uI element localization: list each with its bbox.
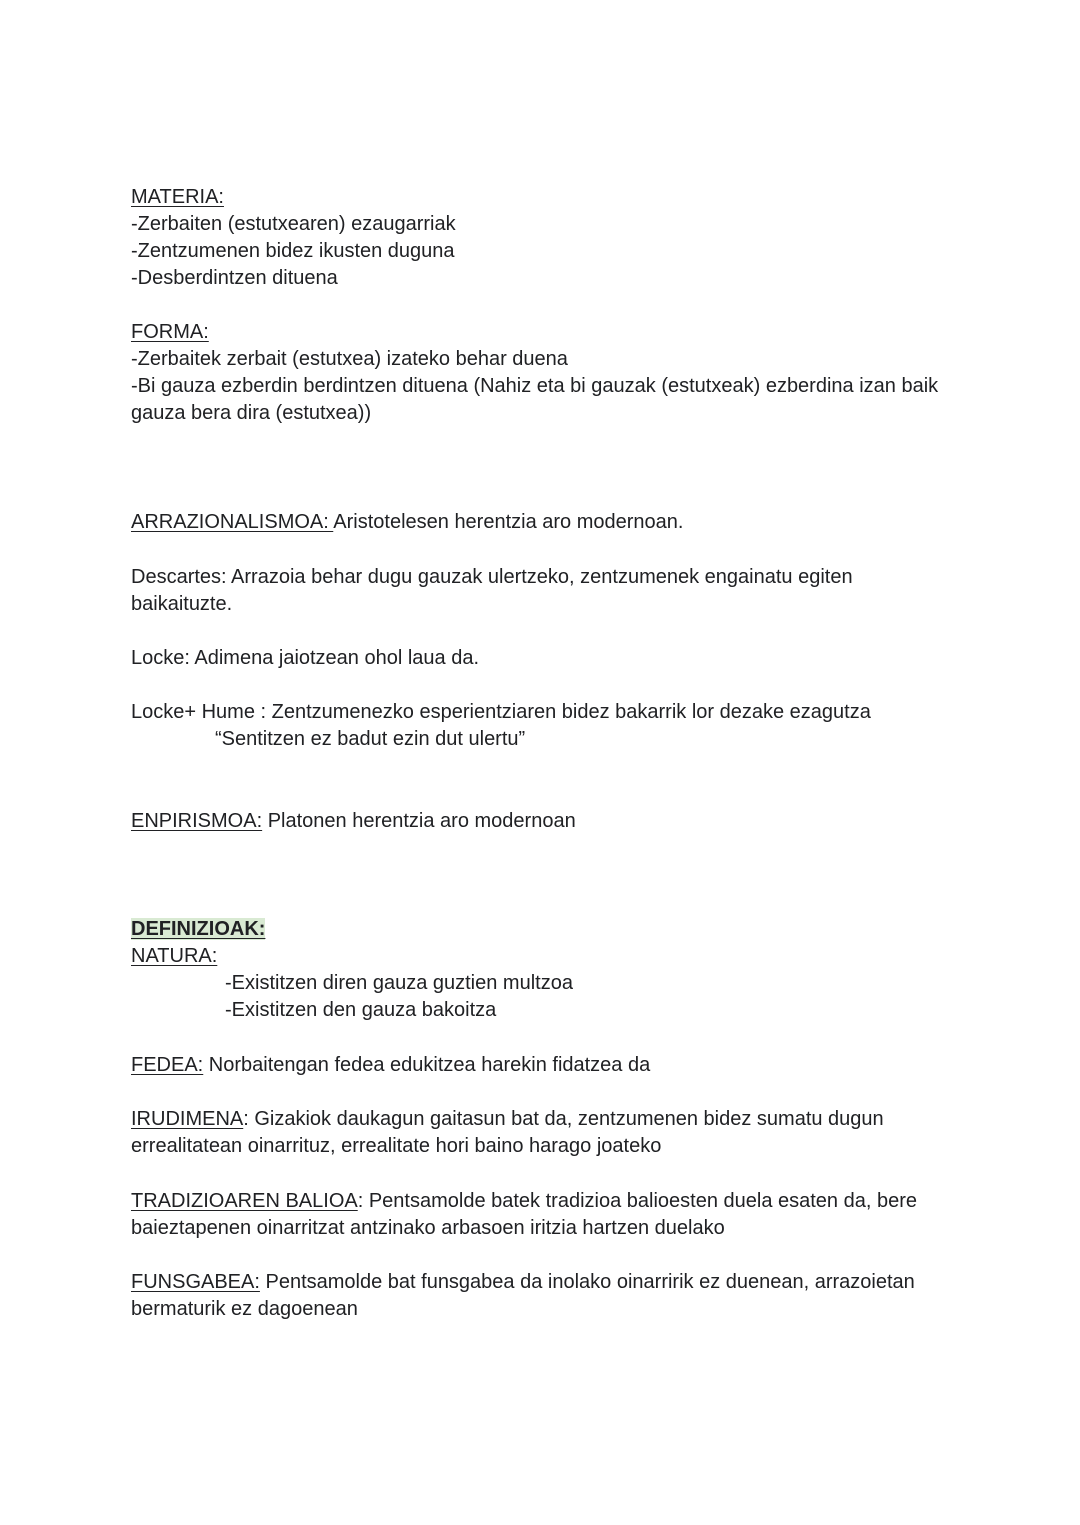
arrazionalismoa-term: ARRAZIONALISMOA: xyxy=(131,511,334,533)
tradizioa-term: TRADIZIOAREN BALIOA xyxy=(131,1190,358,1212)
irudimena-text: : Gizakiok daukagun gaitasun bat da, zentzumenen bidez sumatu dugun errealitatean oinarrituz, errealitate hori baino harago joateko xyxy=(131,1108,884,1157)
locke-hume-quote: “Sentitzen ez badut ezin dut ulertu” xyxy=(215,728,526,750)
materia-item: -Desberdintzen dituena xyxy=(131,267,338,289)
enpirismoa-text: Platonen herentzia aro modernoan xyxy=(262,810,576,832)
forma-item: -Bi gauza ezberdin berdintzen dituena (Nahiz eta bi gauzak (estutxeak) ezberdina izan baik gauza bera dira (estutxea)) xyxy=(131,375,939,424)
irudimena-term: IRUDIMENA xyxy=(131,1108,244,1130)
forma-item: -Zerbaitek zerbait (estutxea) izateko behar duena xyxy=(131,348,568,370)
enpirismoa-paragraph xyxy=(131,808,961,835)
materia-item: -Zerbaiten (estutxearen) ezaugarriak xyxy=(131,213,456,235)
arrazionalismoa-text: Aristotelesen herentzia aro modernoan. xyxy=(333,511,684,533)
locke-hume-paragraph xyxy=(131,699,961,753)
funsgabea-term: FUNSGABEA: xyxy=(131,1271,260,1293)
forma-heading: FORMA: xyxy=(131,321,209,343)
locke-paragraph: Locke: Adimena jaiotzean ohol laua da. xyxy=(131,647,480,669)
funsgabea-text: Pentsamolde bat funsgabea da inolako oinarririk ez duenean, arrazoietan bermaturik ez dagoenean xyxy=(131,1271,915,1320)
definizioak-section xyxy=(131,916,961,1024)
tradizioa-paragraph xyxy=(131,1188,931,1242)
fedea-paragraph xyxy=(131,1052,961,1079)
locke-hume-text: Locke+ Hume : Zentzumenezko esperientziaren bidez bakarrik lor dezake ezagutza xyxy=(131,701,871,723)
natura-item: -Existitzen den gauza bakoitza xyxy=(225,999,497,1021)
fedea-text: Norbaitengan fedea edukitzea harekin fidatzea da xyxy=(203,1054,651,1076)
arrazionalismoa-paragraph xyxy=(131,509,961,536)
irudimena-paragraph xyxy=(131,1106,911,1160)
natura-term: NATURA: xyxy=(131,945,218,967)
materia-item: -Zentzumenen bidez ikusten duguna xyxy=(131,240,455,262)
fedea-term: FEDEA: xyxy=(131,1054,204,1076)
funsgabea-paragraph xyxy=(131,1269,931,1323)
materia-section xyxy=(131,184,961,292)
definizioak-heading: DEFINIZIOAK: xyxy=(131,918,266,940)
forma-section xyxy=(131,319,961,427)
descartes-paragraph: Descartes: Arrazoia behar dugu gauzak ulertzeko, zentzumenek engainatu egiten baikaituzte. xyxy=(131,566,853,615)
natura-item: -Existitzen diren gauza guztien multzoa xyxy=(225,972,573,994)
tradizioa-text: : Pentsamolde batek tradizioa balioesten duela esaten da, bere baieztapenen oinarritzat antzinako arbasoen iritzia hartzen duelako xyxy=(131,1190,917,1239)
materia-heading: MATERIA: xyxy=(131,186,224,208)
enpirismoa-term: ENPIRISMOA: xyxy=(131,810,263,832)
